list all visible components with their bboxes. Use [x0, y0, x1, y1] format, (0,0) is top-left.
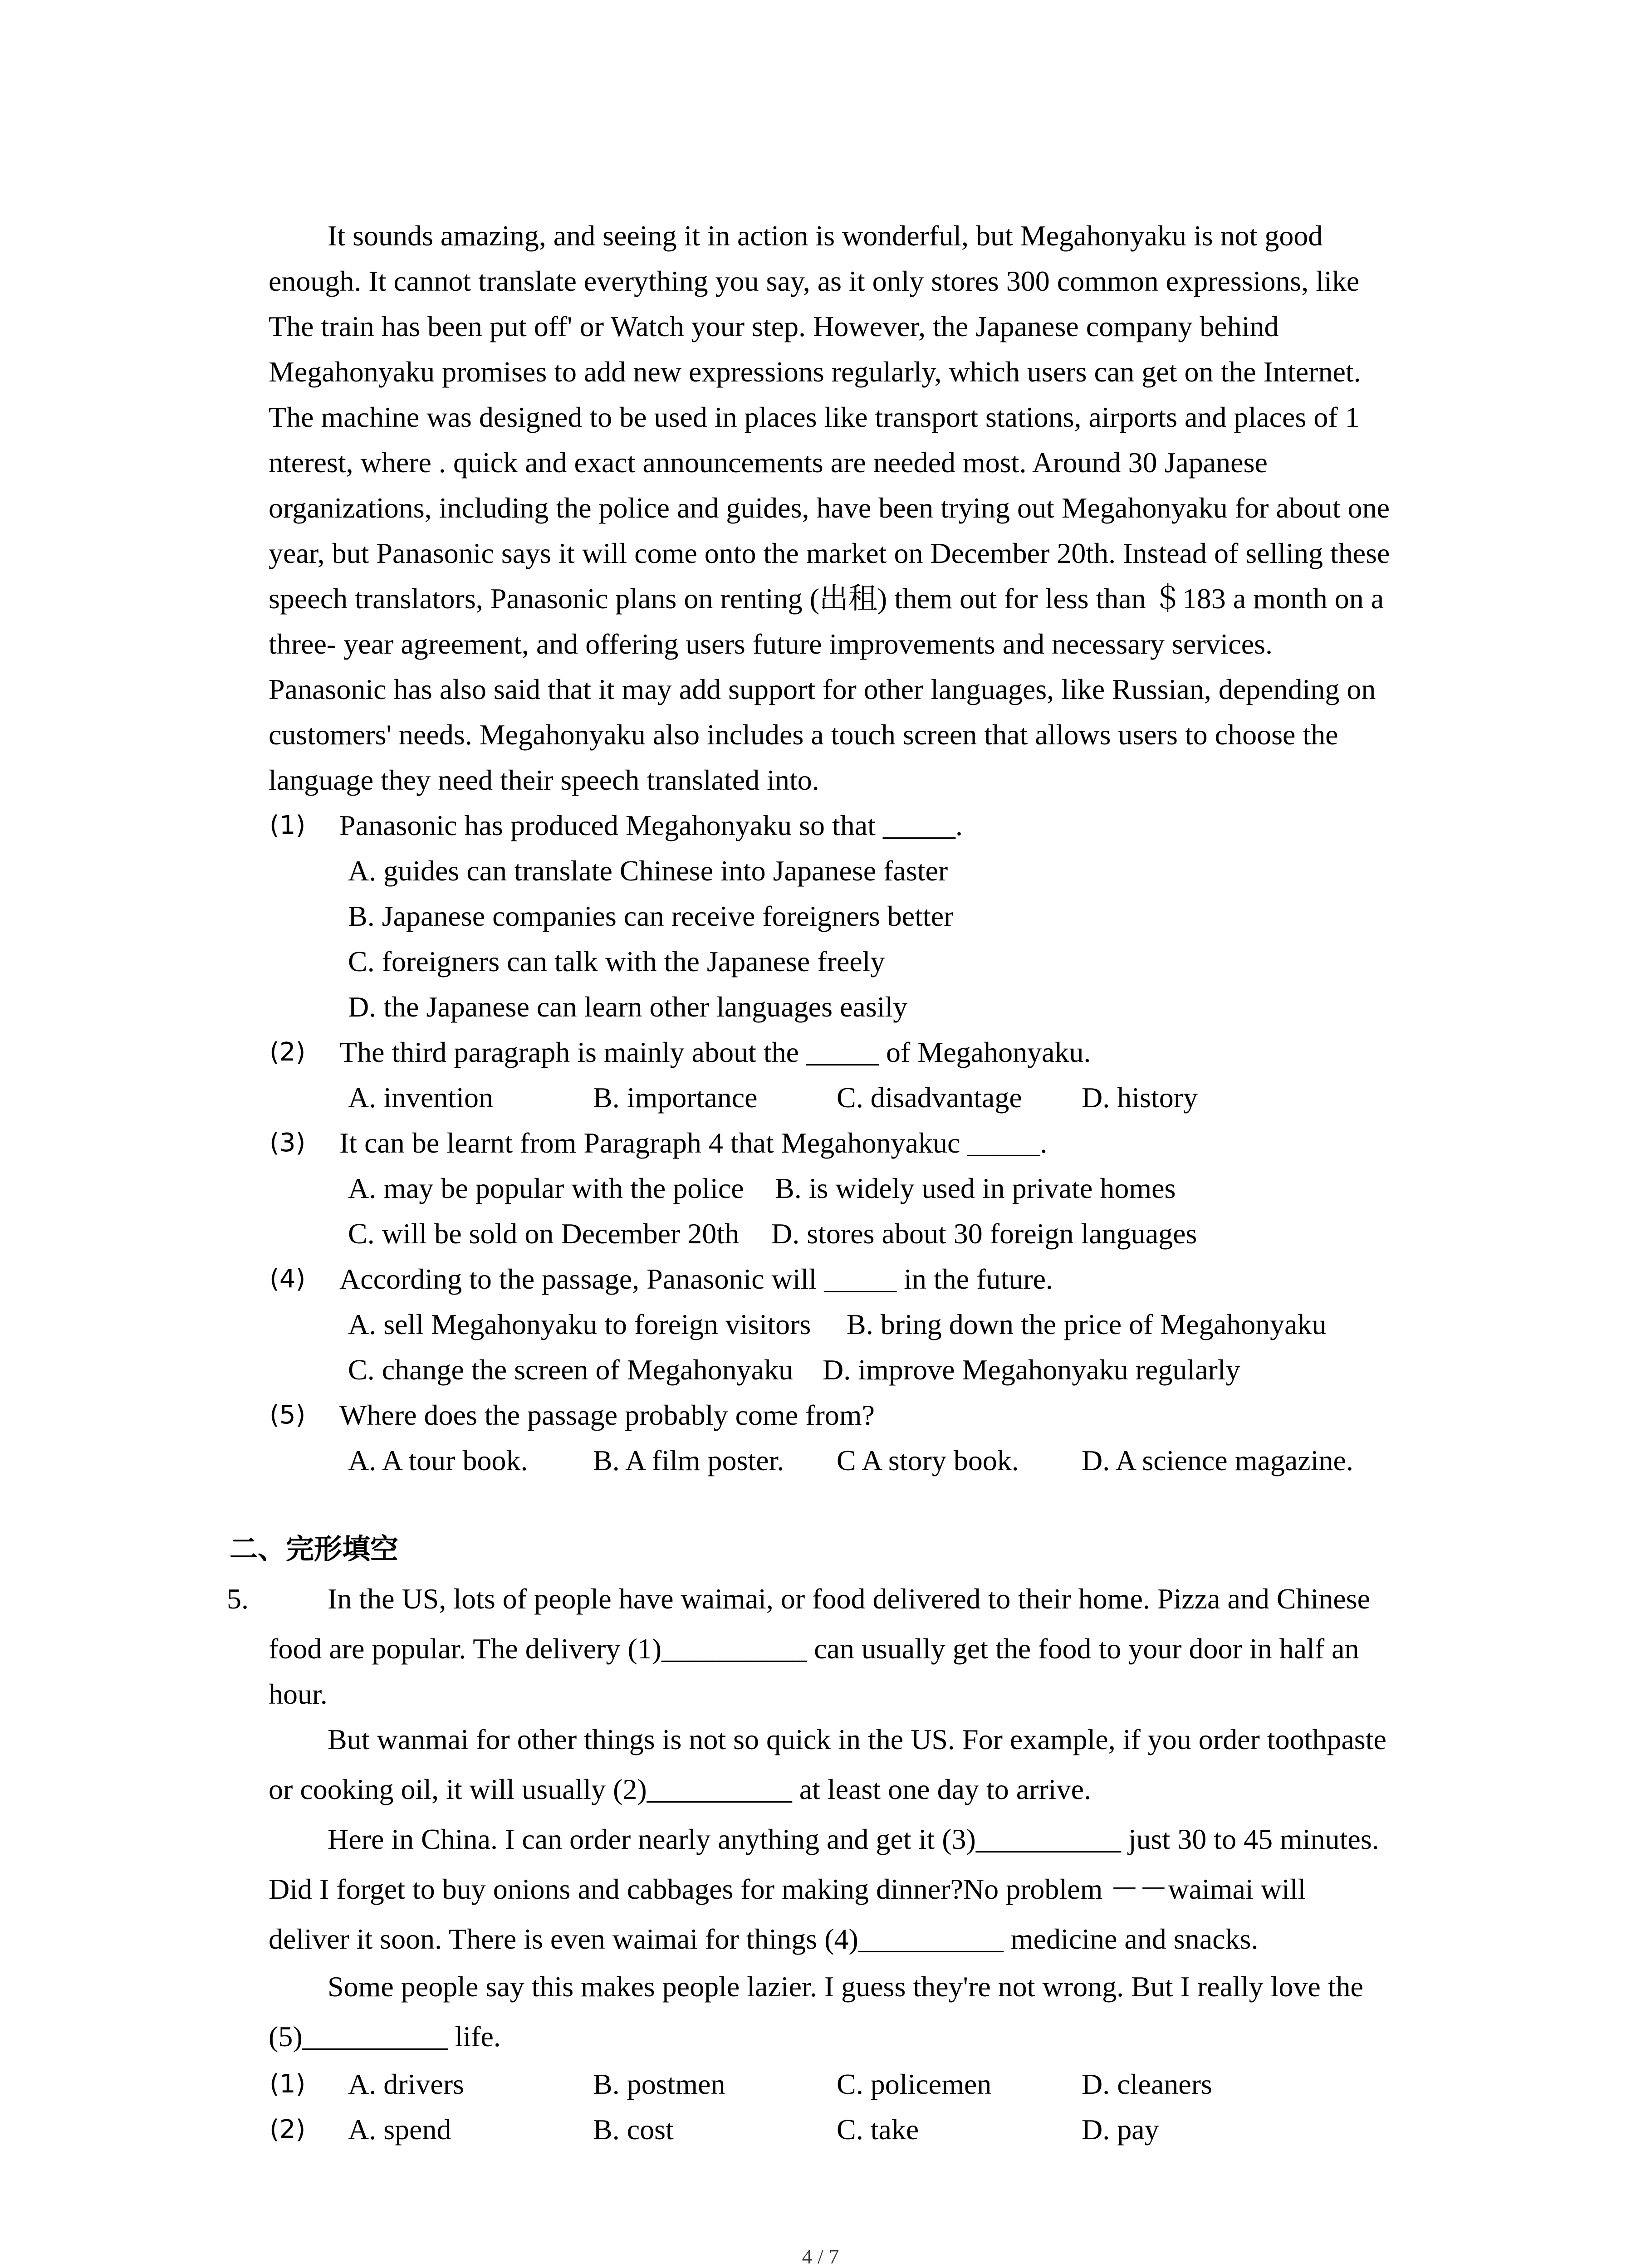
option-b: B. importance — [593, 1081, 758, 1114]
passage-line: enough. It cannot translate everything you say, as it only stores 300 common expressions, like — [269, 265, 1360, 297]
option-d: D. improve Megahonyaku regularly — [823, 1354, 1240, 1386]
question-number: (3) — [269, 1128, 306, 1158]
option-b: B. cost — [593, 2113, 674, 2146]
option-a: A. spend — [348, 2113, 451, 2146]
cloze-line: (5)__________ life. — [269, 2020, 501, 2053]
question-number: (1) — [269, 811, 306, 840]
question-text: It can be learnt from Paragraph 4 that Megahonyakuc _____. — [339, 1127, 1048, 1159]
passage-line: Panasonic has also said that it may add support for other languages, like Russian, depending on — [269, 673, 1376, 705]
passage-line: nterest, where . quick and exact announcements are needed most. Around 30 Japanese — [269, 446, 1268, 479]
passage-line: It sounds amazing, and seeing it in action is wonderful, but Megahonyaku is not good — [328, 220, 1323, 252]
option-a: A. invention — [348, 1081, 493, 1114]
cloze-line: deliver it soon. There is even waimai for things (4)__________ medicine and snacks. — [269, 1923, 1259, 1955]
option-c: C A story book. — [837, 1444, 1019, 1476]
passage-line: The machine was designed to be used in places like transport stations, airports and places of 1 — [269, 401, 1360, 433]
option-b: B. Japanese companies can receive foreigners better — [348, 900, 954, 932]
question-number: (4) — [269, 1264, 306, 1294]
option-c: C. policemen — [837, 2068, 992, 2100]
cloze-line: Here in China. I can order nearly anything and get it (3)__________ just 30 to 45 minutes. — [328, 1823, 1379, 1855]
question-number: (1) — [269, 2069, 306, 2099]
option-b: B. bring down the price of Megahonyaku — [847, 1308, 1327, 1340]
question-text: According to the passage, Panasonic will _____ in the future. — [339, 1263, 1053, 1295]
cloze-line: But wanmai for other things is not so quick in the US. For example, if you order toothpaste — [328, 1723, 1386, 1755]
option-d: D. history — [1082, 1081, 1198, 1114]
passage-line: three- year agreement, and offering users future improvements and necessary services. — [269, 628, 1273, 660]
cloze-line: Some people say this makes people lazier. I guess they're not wrong. But I really love the — [328, 1970, 1363, 2003]
option-a: A. sell Megahonyaku to foreign visitors — [348, 1308, 811, 1340]
item-number: 5. — [227, 1583, 249, 1615]
passage-line: Megahonyaku promises to add new expressions regularly, which users can get on the Internet. — [269, 356, 1361, 388]
option-b: B. is widely used in private homes — [775, 1172, 1176, 1204]
option-a: A. guides can translate Chinese into Japanese faster — [348, 855, 948, 887]
question-text: Panasonic has produced Megahonyaku so that _____. — [339, 809, 963, 841]
question-text: Where does the passage probably come from? — [339, 1399, 875, 1431]
option-c: C. will be sold on December 20th — [348, 1217, 740, 1250]
option-a: A. A tour book. — [348, 1444, 528, 1476]
cloze-line: or cooking oil, it will usually (2)__________ at least one day to arrive. — [269, 1773, 1091, 1805]
cloze-line: food are popular. The delivery (1)__________ can usually get the food to your door in half an — [269, 1633, 1359, 1665]
option-d: D. the Japanese can learn other languages easily — [348, 991, 908, 1023]
option-b: B. A film poster. — [593, 1444, 784, 1476]
section-title: 二、完形填空 — [230, 1532, 399, 1565]
option-c: C. change the screen of Megahonyaku — [348, 1354, 793, 1386]
question-number: (5) — [269, 1400, 306, 1430]
passage-line: The train has been put off' or Watch your step. However, the Japanese company behind — [269, 310, 1279, 342]
page-number: 4 / 7 — [802, 2245, 839, 2268]
option-c: C. foreigners can talk with the Japanese freely — [348, 945, 885, 978]
option-d: D. cleaners — [1082, 2068, 1212, 2100]
cloze-line: In the US, lots of people have waimai, or food delivered to their home. Pizza and Chinese — [328, 1583, 1371, 1615]
option-c: C. take — [837, 2113, 919, 2146]
passage-line: organizations, including the police and guides, have been trying out Megahonyaku for about one — [269, 492, 1390, 524]
passage-line: year, but Panasonic says it will come onto the market on December 20th. Instead of selling these — [269, 537, 1390, 569]
cloze-line: hour. — [269, 1678, 328, 1710]
option-a: A. may be popular with the police — [348, 1172, 744, 1204]
option-b: B. postmen — [593, 2068, 725, 2100]
cloze-line: Did I forget to buy onions and cabbages for making dinner?No problem －－waimai will — [269, 1873, 1306, 1905]
option-d: D. pay — [1082, 2113, 1159, 2146]
passage-line: speech translators, Panasonic plans on renting (出租) them out for less than ＄183 a month on a — [269, 582, 1384, 615]
passage-line: language they need their speech translated into. — [269, 764, 819, 796]
question-text: The third paragraph is mainly about the _____ of Megahonyaku. — [339, 1036, 1091, 1068]
question-number: (2) — [269, 1037, 306, 1067]
option-d: D. stores about 30 foreign languages — [771, 1217, 1197, 1250]
option-a: A. drivers — [348, 2068, 464, 2100]
option-c: C. disadvantage — [837, 1081, 1022, 1114]
passage-line: customers' needs. Megahonyaku also includes a touch screen that allows users to choose the — [269, 719, 1338, 751]
question-number: (2) — [269, 2115, 306, 2144]
option-d: D. A science magazine. — [1082, 1444, 1353, 1476]
